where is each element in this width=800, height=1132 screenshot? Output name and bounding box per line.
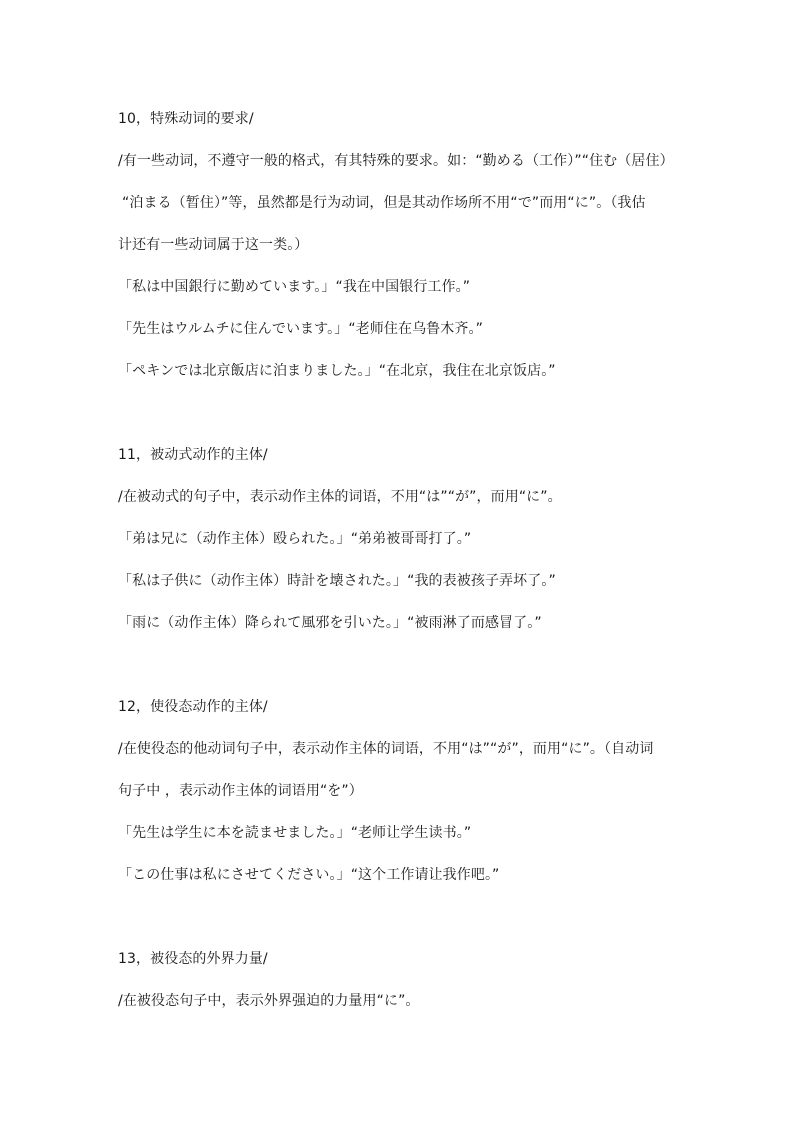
section-11-line-1: /在被动式的句子中，表示动作主体的词语，不用“は”“が”，而用“に”。 [118,489,562,505]
section-12-heading: 12，使役态动作的主体/ [118,699,268,715]
section-10-example-3: 「ペキンでは北京飯店に泊まりました。」“在北京，我住在北京饭店。” [118,363,556,379]
section-10-line-3: 计还有一些动词属于这一类。） [118,237,309,253]
section-13-heading: 13，被役态的外界力量/ [118,951,268,967]
section-13-line-1: /在被役态句子中，表示外界强迫的力量用“に”。 [118,993,420,1009]
section-11-example-1: 「弟は兄に（动作主体）殴られた。」“弟弟被哥哥打了。” [118,531,472,547]
section-10-heading: 10，特殊动词的要求/ [118,111,254,127]
section-10-line-1: /有一些动词，不遵守一般的格式，有其特殊的要求。如：“勤める（工作）”“住む（居住） [118,153,674,169]
section-10-line-2: “泊まる（暂住）”等，虽然都是行为动词，但是其动作场所不用“で”而用“に”。（我估 [122,195,646,211]
section-12-example-2: 「この仕事は私にさせてください。」“这个工作请让我作吧。” [118,867,500,883]
section-12-example-1: 「先生は学生に本を読ませました。」“老师让学生读书。” [118,825,472,841]
section-11-example-3: 「雨に（动作主体）降られて風邪を引いた。」“被雨淋了而感冒了。” [118,615,542,631]
section-12-line-1: /在使役态的他动词句子中，表示动作主体的词语，不用“は”“が”，而用“に”。（自动词 [118,741,654,757]
section-10-example-2: 「先生はウルムチに住んでいます。」“老师住在乌鲁木齐。” [118,321,483,337]
section-12-line-2: 句子中 ，表示动作主体的词语用“を”） [118,783,363,799]
section-11-example-2: 「私は子供に（动作主体）時計を壊された。」“我的表被孩子弄坏了。” [118,573,556,589]
section-10-example-1: 「私は中国銀行に勤めています。」“我在中国银行工作。” [118,279,471,295]
section-11-heading: 11，被动式动作的主体/ [118,447,268,463]
